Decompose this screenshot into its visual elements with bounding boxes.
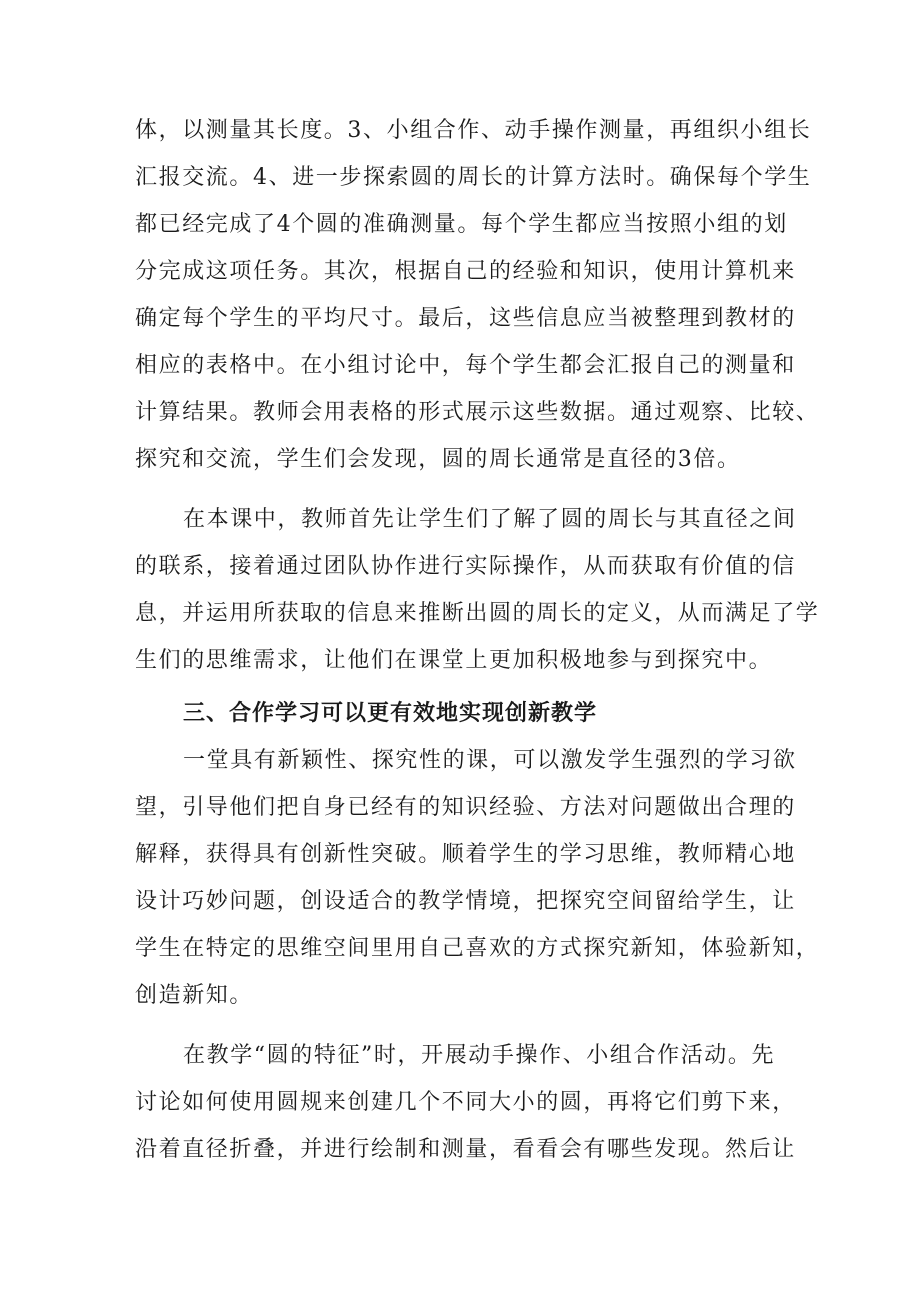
text-line: 汇报交流。4、进一步探索圆的周长的计算方法时。确保每个学生 [135, 165, 812, 190]
text-line: 解释，获得具有创新性突破。顺着学生的学习思维，教师精心地 [135, 842, 796, 867]
text-line: 都已经完成了4个圆的准确测量。每个学生都应当按照小组的划 [135, 212, 788, 237]
text-line: 相应的表格中。在小组讨论中，每个学生都会汇报自己的测量和 [135, 353, 796, 378]
paragraph-first-line: 一堂具有新颖性、探究性的课，可以激发学生强烈的学习欲 [183, 748, 797, 773]
text-line: 学生在特定的思维空间里用自己喜欢的方式探究新知，体验新知， [135, 936, 820, 961]
text-line: 计算结果。教师会用表格的形式展示这些数据。通过观察、比较、 [135, 400, 820, 425]
text-line: 设计巧妙问题，创设适合的教学情境，把探究空间留给学生，让 [135, 889, 796, 914]
text-line: 生们的思维需求，让他们在课堂上更加积极地参与到探究中。 [135, 648, 773, 673]
text-line: 望，引导他们把自身已经有的知识经验、方法对问题做出合理的 [135, 795, 796, 820]
text-line: 息，并运用所获取的信息来推断出圆的周长的定义，从而满足了学 [135, 601, 820, 626]
text-line: 的联系，接着通过团队协作进行实际操作，从而获取有价值的信 [135, 554, 796, 579]
paragraph-first-line: 在教学“圆的特征”时，开展动手操作、小组合作活动。先 [183, 1043, 776, 1068]
text-line: 体，以测量其长度。3、小组合作、动手操作测量，再组织小组长 [135, 118, 812, 143]
paragraph-first-line: 在本课中，教师首先让学生们了解了圆的周长与其直径之间 [183, 507, 797, 532]
text-line: 创造新知。 [135, 983, 254, 1008]
section-heading: 三、合作学习可以更有效地实现创新教学 [183, 701, 598, 726]
text-line: 讨论如何使用圆规来创建几个不同大小的圆，再将它们剪下来， [135, 1090, 796, 1115]
text-line: 确定每个学生的平均尺寸。最后，这些信息应当被整理到教材的 [135, 306, 796, 331]
text-line: 沿着直径折叠，并进行绘制和测量，看看会有哪些发现。然后让 [135, 1137, 796, 1162]
text-line: 分完成这项任务。其次，根据自己的经验和知识，使用计算机来 [135, 259, 796, 284]
text-line: 探究和交流，学生们会发现，圆的周长通常是直径的3倍。 [135, 447, 741, 472]
